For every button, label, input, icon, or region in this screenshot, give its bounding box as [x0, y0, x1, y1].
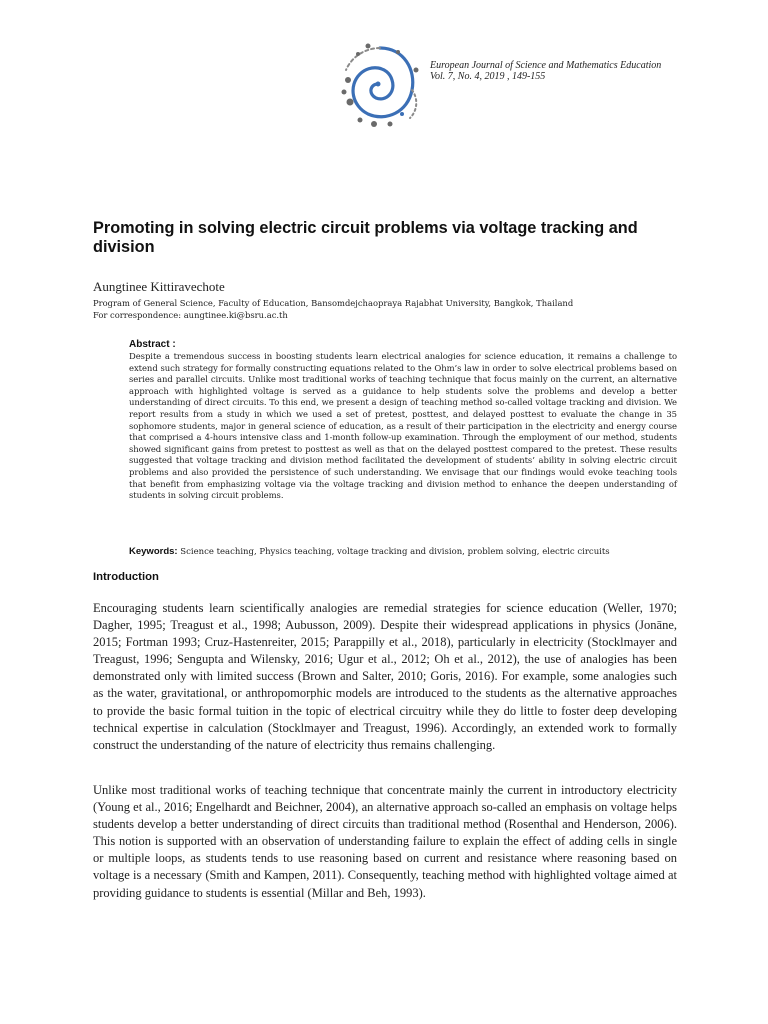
abstract-text: Despite a tremendous success in boosting students learn electrical analogies for science education, it remains a challenge to extend such strategy for formally constructing equations related to the Ohm’s law in order to solve electrical problems based on series and parallel circuits. Unlike most traditional works of teaching technique that focus mainly on the current, an alternative approach with highlighted voltage is served as a guidance to help students solve the problems and develop a better understanding of direct circuits. To this end, we present a design of teaching method so-called voltage tracking and division. We report results from a study in which we used a set of pretest, posttest, and delayed posttest to evaluate the change in 35 sophomore students, major in general science of education, as a result of their participation in the electricity and energy course that comprised a 4-hours intensive class and 1-month follow-up examination. Through the employment of our method, students showed significant gains from pretest to posttest as well as that on the delayed posttest compared to the pretest. These results suggested that voltage tracking and division method facilitated the development of students’ ability in solving electric circuit problems and also provided the persistence of such understanding. We envisage that our findings would evoke teaching tools that benefit from emphasizing voltage via the voltage tracking and division method to enhance the deepen understanding of students in solving circuit problems.: [129, 351, 677, 501]
affiliation: Program of General Science, Faculty of Education, Bansomdejchaopraya Rajabhat University, Bangkok, Thailand: [93, 298, 574, 308]
keywords-label: Keywords:: [129, 546, 178, 557]
introduction-paragraph-2: Unlike most traditional works of teaching technique that concentrate mainly the current in introductory electricity (Young et al., 2016; Engelhardt and Beichner, 2004), an alternative approach so-called an emphasis on voltage helps students develop a better understanding of direct circuits than traditional method (Rosenthal and Henderson, 2006). This notion is supported with an observation of understanding failure to explain the effect of adding cells in single or multiple loops, as students tends to use reasoning based on current and resistance where reasoning based on voltage is a necessary (Smith and Kampen, 2011). Consequently, teaching method with highlighted voltage aimed at providing guidance to students is essential (Millar and Beh, 1993).: [93, 783, 677, 900]
correspondence-email[interactable]: For correspondence: aungtinee.ki@bsru.ac.th: [93, 310, 288, 320]
author-name: Aungtinee Kittiravechote: [93, 279, 225, 294]
abstract-heading: Abstract :: [129, 339, 176, 350]
article-title: Promoting in solving electric circuit problems via voltage tracking and division: [93, 219, 638, 256]
introduction-paragraph-1: Encouraging students learn scientifically analogies are remedial strategies for science education (Weller, 1970; Dagher, 1995; Treagust et al., 1998; Aubusson, 2009). Despite their widespread applications in physics (Jonāne, 2015; Fortman 1993; Cruz-Hastenreiter, 2015; Parappilly et al., 2018), particularly in electricity (Stocklmayer and Treagust, 1996; Sengupta and Wilensky, 2016; Ugur et al., 2012; Oh et al., 2012), the use of analogies has been demonstrated only with limited success (Brown and Salter, 2010; Goris, 2016). For example, some analogies such as the water, gravitational, or anthropomorphic models are introduced to the students as the alternative approaches to provide the basic formal tuition in the topic of electrical circuitry while they do little to foster deep developing technical expertise in calculation (Stocklmayer and Treagust, 1996). Accordingly, an extended work to formally construct the understanding of the nature of electricity thus remains challenging.: [93, 601, 677, 752]
journal-header: [430, 60, 661, 82]
keywords-text: Science teaching, Physics teaching, voltage tracking and division, problem solving, electric circuits: [177, 547, 610, 557]
keywords-line: [129, 546, 689, 558]
spiral-outer-icon: [353, 48, 413, 117]
affiliation-block: [93, 297, 693, 321]
journal-logo: [338, 40, 422, 128]
introduction-heading: Introduction: [93, 571, 159, 583]
journal-name: European Journal of Science and Mathematics Education: [430, 60, 662, 71]
abstract-section: [129, 339, 677, 502]
journal-volume: Vol. 7, No. 4, 2019 , 149-155: [430, 71, 546, 82]
